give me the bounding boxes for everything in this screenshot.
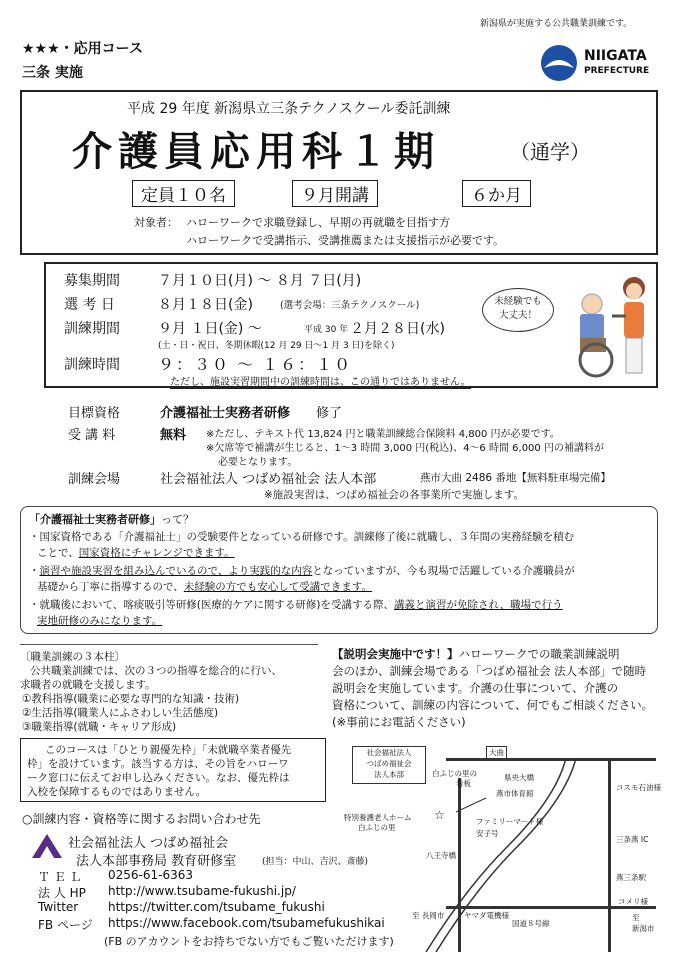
fee-note1: ※ただし、テキスト代 13,824 円と職業訓練総合保険料 4,800 円が必要です。 [206, 429, 560, 440]
start-badge: ９月開講 [292, 180, 378, 207]
map-nagaoka: 至 長岡市 [412, 911, 445, 920]
bullet2-line2-a: 基礎から丁寧に指導するので、 [37, 581, 184, 593]
tel-label: Ｔ Ｅ Ｌ [38, 870, 82, 884]
training-explanation-box [20, 506, 658, 634]
goal-label: 目標資格 [68, 406, 121, 421]
bullet1-line2 [37, 545, 235, 560]
venue-label: 三条 実施 [22, 65, 83, 81]
bullet2-rest: となっていますが、今も現場で活躍している介護職員が [312, 565, 575, 577]
venue-info-label: 訓練会場 [68, 472, 121, 487]
twitter-link[interactable]: https://twitter.com/tsubame_fukushi [108, 900, 325, 914]
title-box [20, 90, 658, 255]
briefing-heading: 【説明会実施中です！】 [332, 647, 459, 661]
map-tokuyo2: 白ふじの里 [358, 823, 396, 832]
course-level: ★★★・応用コース [22, 41, 143, 57]
pillars-heading: 〔職業訓練の３本柱〕 [20, 651, 125, 663]
tsubame-logo-icon [30, 830, 64, 860]
contact-staff: (担当：中山、吉沢、斎藤) [262, 857, 369, 867]
bullet2-emph: 演習や施設実習を組み込んでいるので、より実践的な内容 [39, 565, 313, 577]
target-line1: ハローワークで求職登録し、早期の再就職を目指す方 [186, 216, 450, 229]
map-shirafuji: 白ふじの里の [432, 769, 477, 778]
map-niigata: 至 新潟市 [632, 913, 655, 933]
contact-dept: 法人本部事務局 教育研修室 [76, 854, 237, 869]
twitter-label: Twitter [38, 900, 79, 914]
pillars-line1: 公共職業訓練では、次の３つの指導を総合的に行い、 [30, 665, 282, 677]
map-kenou: 県央大橋 [504, 773, 534, 782]
goal-suffix: 修了 [316, 406, 343, 421]
fb-link[interactable]: https://www.facebook.com/tsubamefukushikai [108, 916, 385, 930]
briefing-line3: 説明会を実施しています。介護の仕事について、介護の [332, 681, 619, 695]
period-year: 平成 30 年 [304, 325, 349, 335]
fee-note3: 必要となります。 [218, 457, 298, 468]
map-hq2: つばめ福祉会 [366, 759, 412, 768]
period-end: ２月２８日(水) [350, 321, 445, 337]
training-heading-title: 「介護福祉士実務者研修」 [29, 513, 161, 526]
duration-badge: ６か月 [462, 180, 531, 207]
venue-address: 燕市大曲 2486 番地【無料駐車場完備】 [420, 472, 611, 484]
map-gym: 燕市体育館 [496, 789, 534, 798]
bullet2-line2 [37, 579, 372, 594]
priority-line4: 入校を保障するものではありません。 [27, 786, 207, 798]
map-shirafuji2: 看板 [456, 779, 471, 788]
priority-line1: このコースは「ひとり親優先枠」「未就職卒業者優先 [45, 744, 292, 756]
bullet1-line2-b: 国家資格にチャレンジできます。 [78, 547, 235, 559]
pillars-line4: ②生活指導(職業人にふさわしい生活態度) [22, 707, 219, 719]
bullet3-b: 講義と演習が免除され、職場で行う [393, 599, 563, 611]
map-hachioji: 八王寺橋 [426, 851, 456, 860]
bullet2-line2-b: 未経験の方でも安心して受講できます。 [183, 581, 372, 593]
bullet1-line1: ・国家資格である「介護福祉士」の受験要件となっている研修です。訓練修了後に就職し、３年間の実務経験を積む [29, 531, 575, 543]
pillars-line5: ③職業指導(就職・キャリア形成) [22, 721, 177, 733]
select-value: ８月１８日(金) [158, 297, 253, 313]
select-label: 選 考 日 [64, 297, 115, 313]
page-title: 介護員応用科１期 [72, 128, 440, 175]
briefing-line5: (※事前にお電話ください) [332, 715, 466, 729]
bullet3-a: ・就職後において、喀痰吸引等研修(医療的ケアに関する研修)を受講する際、 [29, 599, 394, 611]
fb-note: (FB のアカウントをお持ちでない方でもご覧いただけます) [104, 935, 394, 948]
target-line2: ハローワークで受講指示、受講推薦または支援指示が必要です。 [186, 234, 505, 247]
briefing-line2: 会のほか、訓練会場である「つばめ福祉会 法人本部」で随時 [332, 664, 647, 678]
briefing-line1 [332, 646, 620, 662]
priority-line2: 枠」を設けています。該当する方は、その旨をハローワ [27, 758, 289, 770]
logo-line2: PREFECTURE [584, 66, 650, 76]
map-hq3: 法人本部 [374, 770, 404, 779]
schedule-box [44, 262, 658, 388]
recruit-value: ７月１０日(月) ～ ８月 ７日(月) [158, 273, 362, 289]
time-note: ただし、施設実習期間中の訓練時間は、この通りではありません。 [170, 373, 471, 389]
hp-link[interactable]: http://www.tsubame-fukushi.jp/ [108, 884, 296, 898]
training-heading [29, 511, 194, 527]
map-sanjo-east: 燕三条駅 [616, 873, 646, 882]
subtitle: 平成 29 年度 新潟県立三条テクノスクール委託訓練 [127, 101, 451, 117]
map-yamada: ヤマダ電機様 [464, 911, 509, 920]
map-sanjo-ic: 三条燕 IC [616, 835, 649, 844]
venue-note: ※施設実習は、つばめ福祉会の各事業所で実施します。 [264, 489, 524, 501]
map-kome: コメリ様 [618, 897, 648, 906]
pillars-line2: 求職者の就職を支援します。 [20, 679, 156, 691]
map-hq-box [352, 746, 426, 784]
pillars-line3: ①教科指導(職業に必要な専門的な知識・技術) [22, 693, 240, 705]
map-fm: ファミリーマート様 [476, 817, 544, 826]
fee-value: 無料 [160, 428, 187, 443]
period-start: ９月 １日(金) ～ [158, 321, 262, 337]
prefecture-note: 新潟県が実施する公共職業訓練です。 [480, 19, 633, 29]
bullet3-line2: 実地研修のみになります。 [37, 615, 163, 627]
bullet2-line1 [29, 563, 575, 578]
briefing-line1-text: ハローワークでの職業訓練説明 [458, 647, 620, 661]
commute-label: （通学） [510, 140, 590, 164]
briefing-line4: 資格について、訓練の内容について、何でもご相談ください。 [332, 698, 654, 712]
map-oomagari: 大曲 [486, 746, 507, 759]
niigata-logo-icon [540, 44, 578, 82]
speech-bubble: 未経験でも 大丈夫！ [482, 288, 554, 332]
venue-info-value: 社会福祉法人 つばめ福祉会 法人本部 [160, 472, 377, 487]
map-tokuyo1: 特別養護老人ホーム [344, 813, 412, 822]
contact-org: 社会福祉法人 つばめ福祉会 [68, 836, 229, 851]
time-label: 訓練時間 [64, 357, 120, 373]
pillars-box [20, 644, 318, 733]
bullet3-line1 [29, 597, 563, 612]
period-label: 訓練期間 [64, 321, 120, 337]
target-label: 対象者： [134, 216, 178, 229]
time-value: ９：３０ ～ １６：１０ [158, 355, 353, 374]
logo-line1: NIIGATA [584, 48, 647, 64]
niigata-logo [540, 44, 660, 84]
map-yasuko: 安子号 [476, 829, 499, 838]
training-heading-suffix: って？ [161, 513, 194, 526]
access-map [336, 738, 661, 952]
contact-heading: ○訓練内容・資格等に関するお問い合わせ先 [22, 812, 261, 826]
briefing-section [332, 644, 658, 730]
goal-value: 介護福祉士実務者研修 [160, 406, 291, 421]
map-kosu: コスモ石油様 [616, 783, 661, 792]
select-note: (選考会場：三条テクノスクール) [280, 300, 420, 311]
fb-label: FB ページ [38, 918, 93, 932]
recruit-label: 募集期間 [64, 273, 120, 289]
fee-label: 受 講 料 [68, 428, 116, 443]
caregiver-illustration-icon [556, 268, 652, 383]
fee-note2: ※欠席等で補講が生じると、1～3 時間 3,000 円(税込)、4～6 時間 6,000 円の補講料が [206, 443, 604, 454]
capacity-badge: 定員１０名 [132, 180, 235, 207]
priority-line3: ーク窓口に伝えてお申し込みください。なお、優先枠は [27, 772, 290, 784]
tel-value[interactable]: 0256-61-6363 [108, 868, 194, 882]
bullet2-dot: ・ [29, 565, 40, 577]
map-r8: 国道８号線 [512, 919, 550, 928]
map-star-icon: ☆ [434, 808, 445, 822]
bullet1-line2-a: ことで、 [37, 547, 79, 559]
hp-label: 法 人 HP [38, 886, 86, 900]
period-note: (土・日・祝日、冬期休暇(12 月 29 日～1 月 3 日)を除く) [158, 341, 395, 351]
priority-box [20, 738, 326, 802]
map-hq1: 社会福祉法人 [366, 748, 412, 757]
